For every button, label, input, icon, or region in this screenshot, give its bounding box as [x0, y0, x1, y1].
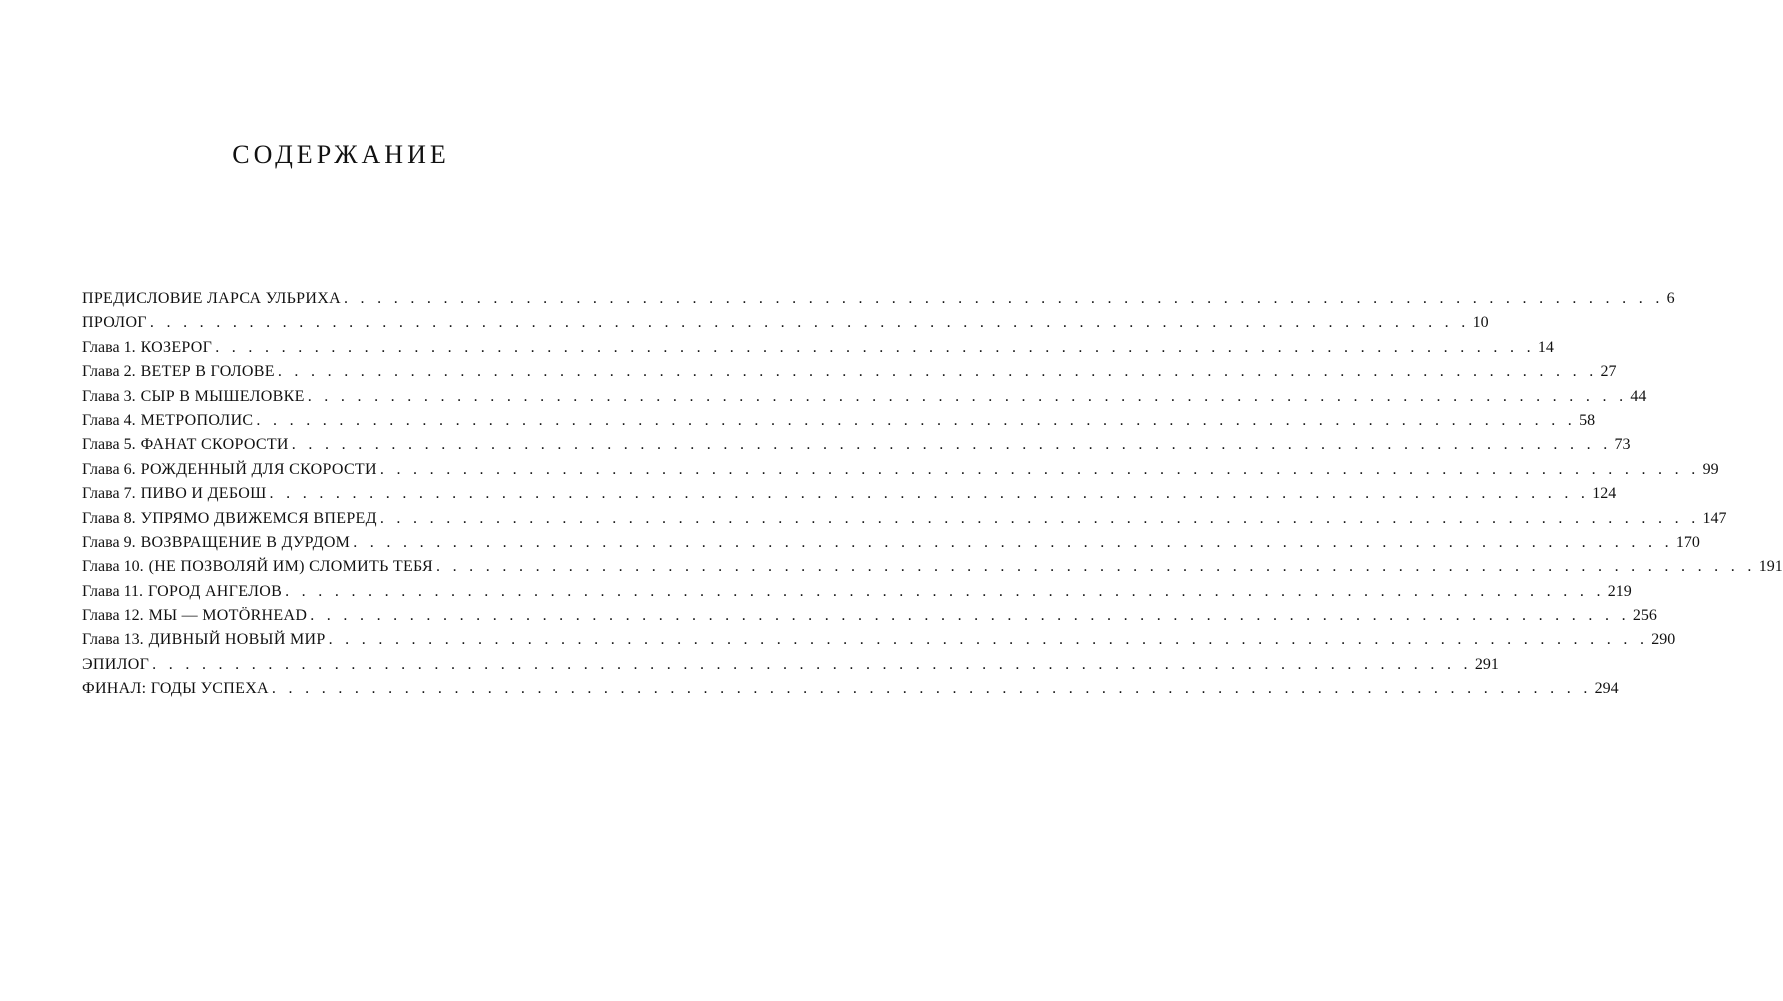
- toc-page-number: 147: [1702, 509, 1727, 527]
- toc-entry-label: [82, 458, 377, 482]
- toc-chapter-title: ПРЕДИСЛОВИЕ ЛАРСА УЛЬРИХА: [82, 290, 341, 307]
- toc-entry-label: [82, 433, 289, 457]
- toc-chapter-number: Глава 2.: [82, 363, 136, 381]
- toc-entry[interactable]: [82, 311, 1489, 335]
- toc-entry[interactable]: [82, 385, 1647, 409]
- toc-entry-label: [82, 336, 212, 360]
- toc-page-number: 10: [1472, 314, 1489, 332]
- toc-chapter-title: ГОРОД АНГЕЛОВ: [147, 582, 283, 600]
- toc-dot-leader: . . . . . . . . . . . . . . . . . . . . . . . . . . . . . . . . . . . . . . . . . . . . . . . . . . . . . . . . . . . . . . . . . . . . . . . . . . . . . . . .: [379, 460, 1700, 478]
- toc-chapter-number: Глава 3.: [82, 387, 136, 405]
- toc-dot-leader: . . . . . . . . . . . . . . . . . . . . . . . . . . . . . . . . . . . . . . . . . . . . . . . . . . . . . . . . . . . . . . . . . . . . . . . . . . . . . . . .: [152, 655, 1472, 673]
- toc-entry-label: [82, 409, 253, 433]
- toc-entry-label: [82, 653, 149, 677]
- toc-dot-leader: . . . . . . . . . . . . . . . . . . . . . . . . . . . . . . . . . . . . . . . . . . . . . . . . . . . . . . . . . . . . . . . . . . . . . . . . . . . . . . . .: [353, 533, 1673, 551]
- toc-entry[interactable]: [82, 653, 1499, 677]
- toc-entry-label: [82, 580, 282, 604]
- toc-entry-label: [82, 628, 326, 652]
- toc-entry-label: [82, 604, 307, 628]
- toc-chapter-number: Глава 13.: [82, 631, 144, 649]
- toc-entry[interactable]: [82, 531, 1700, 555]
- toc-entry[interactable]: [82, 580, 1632, 604]
- toc-page-number: 14: [1537, 338, 1554, 356]
- toc-chapter-number: Глава 6.: [82, 460, 136, 478]
- toc-chapter-title: ФАНАТ СКОРОСТИ: [140, 436, 289, 454]
- toc-chapter-title: ЭПИЛОГ: [82, 655, 150, 673]
- toc-chapter-title: ВЕТЕР В ГОЛОВЕ: [140, 363, 275, 381]
- toc-dot-leader: . . . . . . . . . . . . . . . . . . . . . . . . . . . . . . . . . . . . . . . . . . . . . . . . . . . . . . . . . . . . . . . . . . . . . . . . . . . . . . . .: [256, 411, 1577, 429]
- toc-page-number: 99: [1702, 460, 1719, 478]
- toc-entry[interactable]: [82, 604, 1657, 628]
- toc-entry[interactable]: [82, 482, 1617, 506]
- toc-page-number: 191: [1758, 558, 1783, 576]
- toc-page-number: 124: [1592, 485, 1617, 503]
- toc-dot-leader: . . . . . . . . . . . . . . . . . . . . . . . . . . . . . . . . . . . . . . . . . . . . . . . . . . . . . . . . . . . . . . . . . . . . . . . . . . . . . . . .: [291, 436, 1612, 454]
- toc-page-number: 27: [1600, 363, 1617, 381]
- toc-chapter-title: ФИНАЛ: ГОДЫ УСПЕХА: [82, 680, 269, 698]
- toc-page-number: 58: [1579, 411, 1596, 429]
- toc-dot-leader: . . . . . . . . . . . . . . . . . . . . . . . . . . . . . . . . . . . . . . . . . . . . . . . . . . . . . . . . . . . . . . . . . . . . . . . . . . . . . . . .: [271, 680, 1592, 698]
- toc-dot-leader: . . . . . . . . . . . . . . . . . . . . . . . . . . . . . . . . . . . . . . . . . . . . . . . . . . . . . . . . . . . . . . . . . . . . . . . . . . . . . . . .: [310, 607, 1630, 625]
- toc-dot-leader: . . . . . . . . . . . . . . . . . . . . . . . . . . . . . . . . . . . . . . . . . . . . . . . . . . . . . . . . . . . . . . . . . . . . . . . . . . . . . . . .: [379, 509, 1700, 527]
- toc-page-number: 291: [1474, 655, 1499, 673]
- toc-chapter-title: ВОЗВРАЩЕНИЕ В ДУРДОМ: [140, 533, 351, 551]
- toc-page-number: 170: [1675, 533, 1700, 551]
- toc-dot-leader: . . . . . . . . . . . . . . . . . . . . . . . . . . . . . . . . . . . . . . . . . . . . . . . . . . . . . . . . . . . . . . . . . . . . . . . . . . . . . . . .: [277, 363, 1598, 381]
- toc-entry[interactable]: [82, 287, 1675, 311]
- toc-dot-leader: . . . . . . . . . . . . . . . . . . . . . . . . . . . . . . . . . . . . . . . . . . . . . . . . . . . . . . . . . . . . . . . . . . . . . . . . . . . . . . . .: [149, 314, 1470, 332]
- toc-chapter-number: Глава 8.: [82, 509, 136, 527]
- toc-chapter-title: КОЗЕРОГ: [140, 338, 213, 356]
- toc-page-number: 256: [1632, 607, 1657, 625]
- toc-dot-leader: . . . . . . . . . . . . . . . . . . . . . . . . . . . . . . . . . . . . . . . . . . . . . . . . . . . . . . . . . . . . . . . . . . . . . . . . . . . . . . . .: [285, 582, 1605, 600]
- toc-chapter-number: Глава 7.: [82, 485, 136, 503]
- toc-page-number: 73: [1614, 436, 1631, 454]
- toc-chapter-title: МЫ — MOTÖRHEAD: [148, 607, 308, 625]
- toc-chapter-number: Глава 12.: [82, 607, 144, 625]
- toc-chapter-title: (НЕ ПОЗВОЛЯЙ ИМ) СЛОМИТЬ ТЕБЯ: [148, 558, 433, 576]
- toc-entry[interactable]: [82, 336, 1554, 360]
- toc-entry[interactable]: [82, 360, 1617, 384]
- toc-chapter-title: ПИВО И ДЕБОШ: [140, 485, 267, 503]
- toc-entry-label: [82, 677, 269, 701]
- toc-chapter-title: СЫР В МЫШЕЛОВКЕ: [140, 387, 305, 405]
- toc-chapter-number: Глава 9.: [82, 533, 136, 551]
- toc-entry[interactable]: [82, 555, 1783, 579]
- toc-entry-label: [82, 482, 267, 506]
- toc-page-number: 6: [1666, 290, 1675, 307]
- toc-page-number: 219: [1607, 582, 1632, 600]
- toc-entry[interactable]: [82, 458, 1719, 482]
- toc-page-number: 294: [1594, 680, 1619, 698]
- table-of-contents: [82, 287, 1783, 702]
- toc-entry-label: [82, 507, 377, 531]
- toc-entry-label: [82, 385, 305, 409]
- toc-dot-leader: . . . . . . . . . . . . . . . . . . . . . . . . . . . . . . . . . . . . . . . . . . . . . . . . . . . . . . . . . . . . . . . . . . . . . . . . . . . . . . . .: [215, 338, 1535, 356]
- toc-dot-leader: . . . . . . . . . . . . . . . . . . . . . . . . . . . . . . . . . . . . . . . . . . . . . . . . . . . . . . . . . . . . . . . . . . . . . . . . . . . . . . . .: [269, 485, 1590, 503]
- toc-page-number: 44: [1630, 387, 1647, 405]
- toc-entry-label: [82, 531, 350, 555]
- toc-dot-leader: . . . . . . . . . . . . . . . . . . . . . . . . . . . . . . . . . . . . . . . . . . . . . . . . . . . . . . . . . . . . . . . . . . . . . . . . . . . . . . . .: [343, 290, 1664, 307]
- toc-chapter-title: ПРОЛОГ: [82, 314, 147, 332]
- toc-entry-label: [82, 360, 275, 384]
- toc-chapter-title: ДИВНЫЙ НОВЫЙ МИР: [148, 631, 326, 649]
- toc-entry-label: [82, 555, 433, 579]
- toc-dot-leader: . . . . . . . . . . . . . . . . . . . . . . . . . . . . . . . . . . . . . . . . . . . . . . . . . . . . . . . . . . . . . . . . . . . . . . . . . . . . . . . .: [435, 558, 1756, 576]
- toc-chapter-number: Глава 5.: [82, 436, 136, 454]
- toc-chapter-number: Глава 1.: [82, 338, 136, 356]
- toc-entry-label: [82, 311, 147, 335]
- page-title: СОДЕРЖАНИЕ: [232, 140, 450, 169]
- toc-chapter-number: Глава 4.: [82, 411, 136, 429]
- toc-entry[interactable]: [82, 507, 1727, 531]
- toc-dot-leader: . . . . . . . . . . . . . . . . . . . . . . . . . . . . . . . . . . . . . . . . . . . . . . . . . . . . . . . . . . . . . . . . . . . . . . . . . . . . . . . .: [328, 631, 1649, 649]
- toc-chapter-number: Глава 11.: [82, 582, 143, 600]
- toc-entry[interactable]: [82, 433, 1631, 457]
- toc-chapter-title: МЕТРОПОЛИС: [140, 411, 254, 429]
- toc-dot-leader: . . . . . . . . . . . . . . . . . . . . . . . . . . . . . . . . . . . . . . . . . . . . . . . . . . . . . . . . . . . . . . . . . . . . . . . . . . . . . . . .: [307, 387, 1628, 405]
- toc-entry[interactable]: [82, 677, 1619, 701]
- toc-chapter-number: Глава 10.: [82, 558, 144, 576]
- toc-chapter-title: УПРЯМО ДВИЖЕМСЯ ВПЕРЕД: [140, 509, 377, 527]
- toc-entry-label: [82, 287, 341, 311]
- toc-entry[interactable]: [82, 409, 1596, 433]
- toc-entry[interactable]: [82, 628, 1676, 652]
- toc-chapter-title: РОЖДЕННЫЙ ДЛЯ СКОРОСТИ: [140, 460, 377, 478]
- toc-page-number: 290: [1651, 631, 1676, 649]
